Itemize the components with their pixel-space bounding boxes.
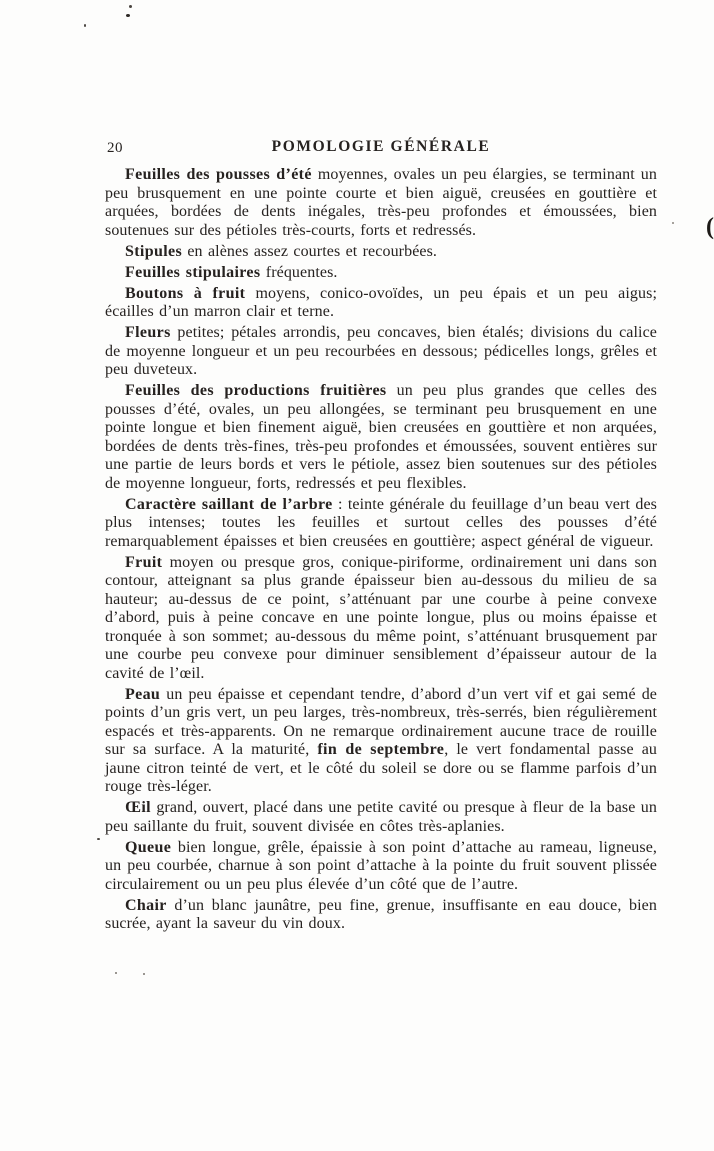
page-header xyxy=(105,138,657,158)
adjacent-page-edge-mark: ( xyxy=(706,214,714,240)
paragraph-feuilles-pousses-ete xyxy=(105,166,657,240)
paragraph-lead: Queue xyxy=(125,838,172,856)
paragraph-queue xyxy=(105,839,657,895)
paragraph-text: d’un blanc jaunâtre, peu fine, grenue, insuffisante en eau douce, bien sucrée, ayant la saveur du vin doux. xyxy=(105,896,657,932)
paragraph-lead: Caractère saillant de l’arbre xyxy=(125,495,333,513)
page-body xyxy=(105,166,657,936)
paragraph-text: bien longue, grêle, épaissie à son point d’attache au rameau, ligneuse, un peu courbée, charnue à son point d’attache à la pointe du fruit souvent plissée circulairement ou un peu plus élevée d’un côté que de l’autre. xyxy=(105,838,657,893)
paragraph-text: grand, ouvert, placé dans une petite cavité ou presque à fleur de la base un peu saillante du fruit, souvent divisée en côtes très-aplanies. xyxy=(105,799,657,835)
paragraph-fleurs xyxy=(105,324,657,380)
paragraph-stipules xyxy=(105,243,657,262)
paragraph-text: un peu plus grandes que celles des pousses d’été, ovales, un peu allongées, se terminant peu brusquement en une pointe longue et bien finement aiguë, bien creusées en gouttière et non arquées, bordées de dents très-fines, très-peu profondes et émoussées, souvent entières sur une partie de leurs bords et vers le pétiole, assez bien soutenues sur des pétioles de moyenne longueur, forts, redressés et peu flexibles. xyxy=(105,382,657,492)
scan-speck xyxy=(115,972,117,974)
paragraph-chair xyxy=(105,897,657,934)
paragraph-text: : teinte générale du feuillage d’un beau vert des plus intenses; toutes les feuilles et surtout celles des pousses d’été remarquablement épaisses et bien creusées en gouttière; aspect général de vigueur. xyxy=(105,495,657,550)
paragraph-lead: fin de septembre xyxy=(317,741,445,758)
paragraph-peau xyxy=(105,686,657,797)
paragraph-lead: Œil xyxy=(125,799,151,816)
scan-speck xyxy=(84,24,86,27)
paragraph-lead: Feuilles stipulaires xyxy=(125,263,261,281)
scan-speck xyxy=(672,222,674,224)
paragraph-lead: Stipules xyxy=(125,242,183,260)
paragraph-text: , le vert fondamental passe au jaune citron teinté de vert, et le côté du soleil se dore ou se flamme parfois d’un rouge très-léger. xyxy=(105,741,657,795)
paragraph-text: moyen ou presque gros, conique-piriforme, ordinairement uni dans son contour, atteignant sa plus grande épaisseur bien au-dessous du milieu de sa hauteur; au-dessus de ce point, s’atténuant par une courbe à peine convexe d’abord, puis à peine concave en une pointe longue, plus ou moins épaisse et tronquée à son sommet; au-dessous du même point, s’atténuant brusquement par une courbe peu convexe pour diminuer sensiblement d’épaisseur autour de la cavité de l’œil. xyxy=(105,553,657,682)
paragraph-text: fréquentes. xyxy=(260,263,338,281)
paragraph-lead: Feuilles des productions fruitières xyxy=(125,382,387,399)
paragraph-feuilles-productions-fruitieres xyxy=(105,382,657,493)
paragraph-boutons-a-fruit xyxy=(105,285,657,322)
scan-speck xyxy=(126,14,130,17)
page-number: 20 xyxy=(107,140,123,156)
paragraph-text: moyens, conico-ovoïdes, un peu épais et un peu aigus; écailles d’un marron clair et terne. xyxy=(105,284,657,320)
paragraph-lead: Chair xyxy=(125,896,167,914)
paragraph-lead: Feuilles des pousses d’été xyxy=(125,166,312,183)
paragraph-oeil xyxy=(105,799,657,836)
paragraph-caractere-saillant-de-l-arbre xyxy=(105,496,657,552)
running-head-title: POMOLOGIE GÉNÉRALE xyxy=(271,138,491,155)
paragraph-feuilles-stipulaires xyxy=(105,264,657,283)
paragraph-fruit xyxy=(105,554,657,684)
paragraph-text: un peu épaisse et cependant tendre, d’abord d’un vert vif et gai semé de points d’un gris vert, un peu larges, très-nombreux, très-serrés, bien régulièrement espacés et très-apparents. On ne remarque ordinairement aucune trace de rouille sur sa surface. A la maturité, xyxy=(105,685,657,758)
scan-speck xyxy=(97,838,100,840)
paragraph-lead: Peau xyxy=(125,685,161,703)
paragraph-text: petites; pétales arrondis, peu concaves, bien étalés; divisions du calice de moyenne longueur et un peu recourbées en dessous; pédicelles longs, grêles et peu duveteux. xyxy=(105,324,657,378)
scan-speck xyxy=(129,5,132,8)
paragraph-text: moyennes, ovales un peu élargies, se terminant un peu brusquement en une pointe courte et bien aiguë, creusées en gouttière et arquées, bordées de dents inégales, très-peu profondes et émoussées, bien soutenues sur des pétioles très-courts, forts et redressés. xyxy=(105,166,657,239)
paragraph-lead: Boutons à fruit xyxy=(125,284,246,302)
paragraph-text: en alènes assez courtes et recourbées. xyxy=(182,242,438,260)
paragraph-lead: Fruit xyxy=(125,553,163,571)
scan-speck xyxy=(143,973,145,975)
paragraph-lead: Fleurs xyxy=(125,324,171,341)
